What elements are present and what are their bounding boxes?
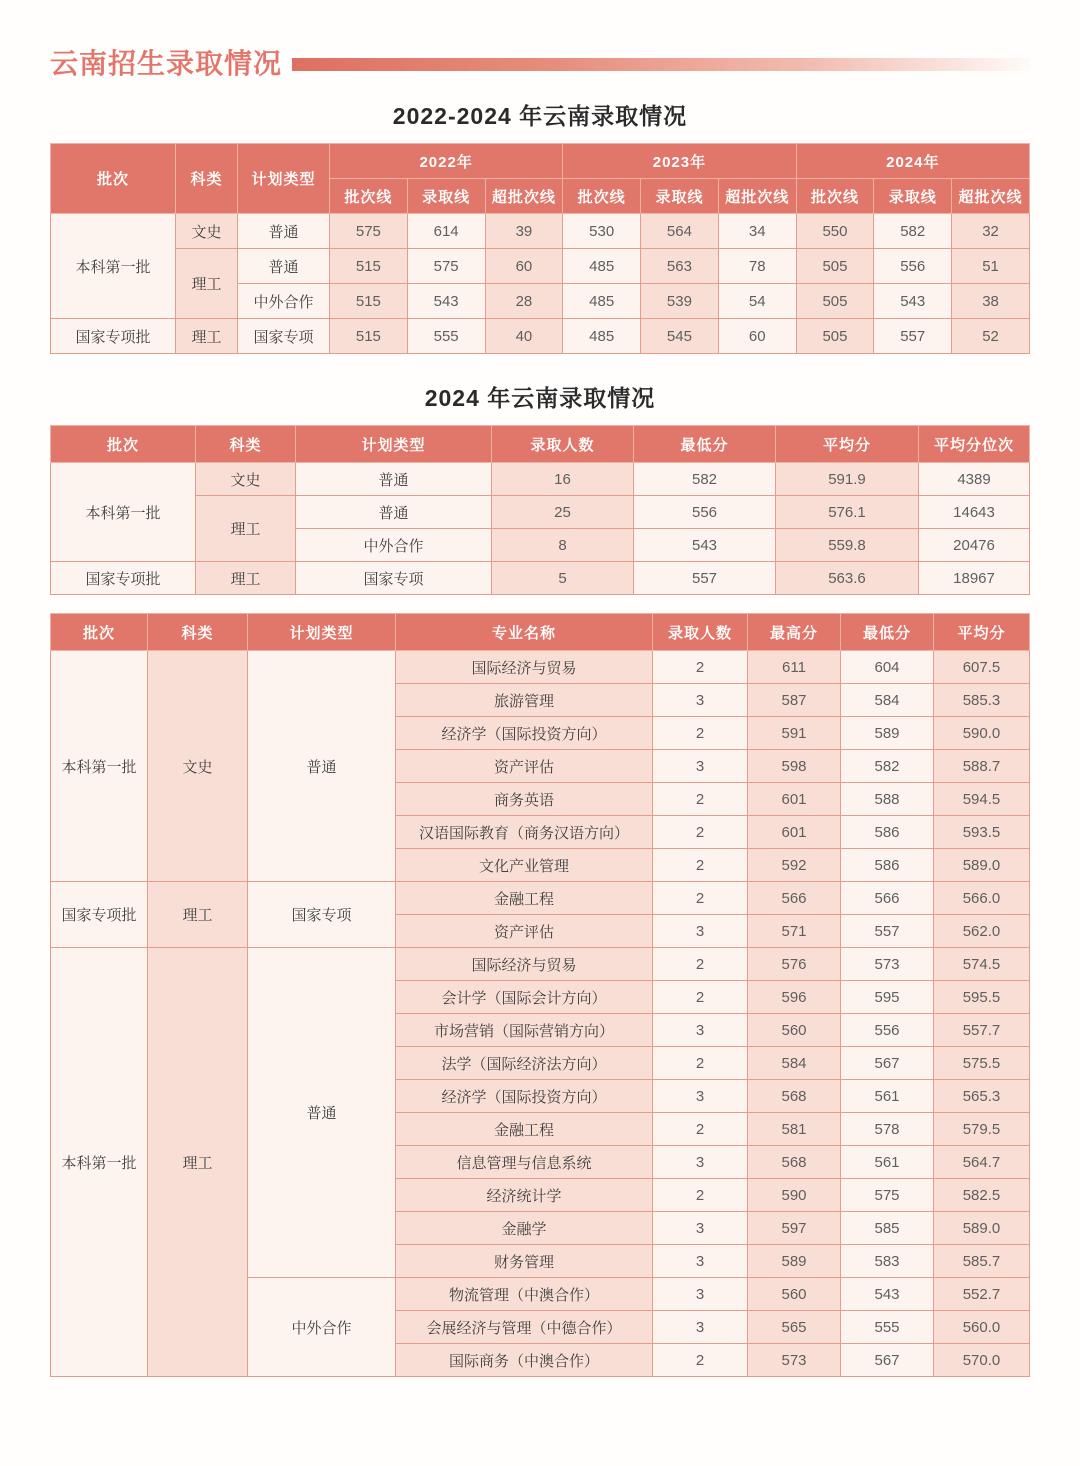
sub-column-header: 录取线: [874, 179, 952, 214]
row-label-cell: 文史: [148, 651, 248, 882]
value-cell: 40: [485, 319, 563, 354]
value-cell: 570.0: [934, 1344, 1030, 1377]
value-cell: 539: [641, 284, 719, 319]
value-cell: 568: [748, 1080, 841, 1113]
major-name-cell: 资产评估: [396, 750, 653, 783]
value-cell: 584: [748, 1047, 841, 1080]
major-name-cell: 金融工程: [396, 1113, 653, 1146]
value-cell: 557: [841, 915, 934, 948]
value-cell: 564.7: [934, 1146, 1030, 1179]
row-label-cell: 理工: [148, 948, 248, 1377]
value-cell: 8: [492, 529, 634, 562]
value-cell: 543: [634, 529, 776, 562]
row-label-cell: 理工: [196, 562, 296, 595]
value-cell: 591: [748, 717, 841, 750]
history-table-header: [51, 144, 1030, 214]
value-cell: 3: [653, 1212, 748, 1245]
year-group-header: 2022年: [330, 144, 563, 179]
sub-column-header: 批次线: [330, 179, 408, 214]
value-cell: 578: [841, 1113, 934, 1146]
major-name-cell: 经济统计学: [396, 1179, 653, 1212]
value-cell: 567: [841, 1047, 934, 1080]
value-cell: 3: [653, 1278, 748, 1311]
page-title: 云南招生录取情况: [50, 48, 283, 79]
value-cell: 2: [653, 1113, 748, 1146]
value-cell: 585.3: [934, 684, 1030, 717]
value-cell: 560: [748, 1278, 841, 1311]
sub-column-header: 批次线: [563, 179, 641, 214]
value-cell: 607.5: [934, 651, 1030, 684]
value-cell: 3: [653, 1311, 748, 1344]
value-cell: 552.7: [934, 1278, 1030, 1311]
history-scores-table: [50, 143, 1030, 354]
value-cell: 34: [718, 214, 796, 249]
value-cell: 573: [841, 948, 934, 981]
value-cell: 3: [653, 684, 748, 717]
value-cell: 586: [841, 849, 934, 882]
row-label-cell: 国家专项批: [51, 562, 196, 595]
value-cell: 555: [407, 319, 485, 354]
value-cell: 485: [563, 319, 641, 354]
value-cell: 25: [492, 496, 634, 529]
majors-detail-table: [50, 613, 1030, 1377]
value-cell: 60: [485, 249, 563, 284]
value-cell: 545: [641, 319, 719, 354]
value-cell: 505: [796, 249, 874, 284]
row-label-cell: 国家专项: [296, 562, 492, 595]
value-cell: 593.5: [934, 816, 1030, 849]
row-label-cell: 理工: [176, 319, 238, 354]
column-header: 计划类型: [296, 426, 492, 463]
value-cell: 597: [748, 1212, 841, 1245]
row-label-cell: 国家专项批: [51, 882, 148, 948]
row-label-cell: 本科第一批: [51, 214, 176, 319]
value-cell: 32: [952, 214, 1030, 249]
row-label-cell: 国家专项: [238, 319, 330, 354]
sub-column-header: 超批次线: [718, 179, 796, 214]
row-label-cell: 国家专项批: [51, 319, 176, 354]
major-name-cell: 经济学（国际投资方向）: [396, 1080, 653, 1113]
value-cell: 586: [841, 816, 934, 849]
value-cell: 565: [748, 1311, 841, 1344]
row-label-cell: 理工: [196, 496, 296, 562]
value-cell: 614: [407, 214, 485, 249]
value-cell: 2: [653, 1344, 748, 1377]
column-header: 批次: [51, 614, 148, 651]
row-label-cell: 本科第一批: [51, 463, 196, 562]
column-header: 最低分: [841, 614, 934, 651]
major-name-cell: 旅游管理: [396, 684, 653, 717]
column-header: 平均分: [934, 614, 1030, 651]
value-cell: 2: [653, 783, 748, 816]
sub-column-header: 批次线: [796, 179, 874, 214]
value-cell: 39: [485, 214, 563, 249]
value-cell: 555: [841, 1311, 934, 1344]
value-cell: 565.3: [934, 1080, 1030, 1113]
majors-table-body: [51, 651, 1030, 1377]
year-group-header: 2023年: [563, 144, 796, 179]
column-header: 科类: [148, 614, 248, 651]
value-cell: 3: [653, 1146, 748, 1179]
column-header: 批次: [51, 144, 176, 214]
value-cell: 575: [407, 249, 485, 284]
row-label-cell: 普通: [248, 948, 396, 1278]
value-cell: 582: [841, 750, 934, 783]
major-name-cell: 商务英语: [396, 783, 653, 816]
value-cell: 2: [653, 981, 748, 1014]
major-name-cell: 国际经济与贸易: [396, 651, 653, 684]
year2024-table-body: [51, 463, 1030, 595]
column-header: 科类: [196, 426, 296, 463]
row-label-cell: 国家专项: [248, 882, 396, 948]
value-cell: 485: [563, 249, 641, 284]
value-cell: 550: [796, 214, 874, 249]
value-cell: 583: [841, 1245, 934, 1278]
value-cell: 38: [952, 284, 1030, 319]
column-header: 专业名称: [396, 614, 653, 651]
value-cell: 589: [841, 717, 934, 750]
value-cell: 556: [634, 496, 776, 529]
value-cell: 582: [634, 463, 776, 496]
value-cell: 563: [641, 249, 719, 284]
value-cell: 596: [748, 981, 841, 1014]
value-cell: 601: [748, 816, 841, 849]
value-cell: 505: [796, 319, 874, 354]
value-cell: 604: [841, 651, 934, 684]
value-cell: 594.5: [934, 783, 1030, 816]
column-header: 批次: [51, 426, 196, 463]
year2024-summary-table: [50, 425, 1030, 595]
column-header: 最高分: [748, 614, 841, 651]
value-cell: 589.0: [934, 849, 1030, 882]
row-label-cell: 理工: [148, 882, 248, 948]
value-cell: 560.0: [934, 1311, 1030, 1344]
row-label-cell: 普通: [238, 249, 330, 284]
value-cell: 579.5: [934, 1113, 1030, 1146]
value-cell: 543: [407, 284, 485, 319]
value-cell: 592: [748, 849, 841, 882]
value-cell: 582: [874, 214, 952, 249]
value-cell: 559.8: [776, 529, 919, 562]
value-cell: 3: [653, 1245, 748, 1278]
major-name-cell: 信息管理与信息系统: [396, 1146, 653, 1179]
value-cell: 571: [748, 915, 841, 948]
year2024-table-header: [51, 426, 1030, 463]
year2024-table-title: 2024 年云南录取情况: [424, 385, 656, 411]
major-name-cell: 会计学（国际会计方向）: [396, 981, 653, 1014]
value-cell: 18967: [919, 562, 1030, 595]
value-cell: 591.9: [776, 463, 919, 496]
column-header: 最低分: [634, 426, 776, 463]
sub-column-header: 录取线: [641, 179, 719, 214]
value-cell: 562.0: [934, 915, 1030, 948]
value-cell: 581: [748, 1113, 841, 1146]
value-cell: 584: [841, 684, 934, 717]
value-cell: 557: [634, 562, 776, 595]
column-header: 科类: [176, 144, 238, 214]
value-cell: 2: [653, 717, 748, 750]
value-cell: 2: [653, 1179, 748, 1212]
value-cell: 3: [653, 915, 748, 948]
value-cell: 485: [563, 284, 641, 319]
major-name-cell: 经济学（国际投资方向）: [396, 717, 653, 750]
major-name-cell: 市场营销（国际营销方向）: [396, 1014, 653, 1047]
value-cell: 543: [841, 1278, 934, 1311]
row-label-cell: 中外合作: [248, 1278, 396, 1377]
value-cell: 557: [874, 319, 952, 354]
major-name-cell: 财务管理: [396, 1245, 653, 1278]
value-cell: 20476: [919, 529, 1030, 562]
value-cell: 576: [748, 948, 841, 981]
value-cell: 515: [330, 249, 408, 284]
value-cell: 585: [841, 1212, 934, 1245]
value-cell: 52: [952, 319, 1030, 354]
value-cell: 595: [841, 981, 934, 1014]
value-cell: 601: [748, 783, 841, 816]
value-cell: 78: [718, 249, 796, 284]
value-cell: 556: [841, 1014, 934, 1047]
value-cell: 515: [330, 319, 408, 354]
major-name-cell: 文化产业管理: [396, 849, 653, 882]
row-label-cell: 本科第一批: [51, 948, 148, 1377]
value-cell: 587: [748, 684, 841, 717]
value-cell: 2: [653, 882, 748, 915]
value-cell: 2: [653, 816, 748, 849]
row-label-cell: 理工: [176, 249, 238, 319]
sub-column-header: 录取线: [407, 179, 485, 214]
value-cell: 3: [653, 750, 748, 783]
value-cell: 2: [653, 1047, 748, 1080]
value-cell: 28: [485, 284, 563, 319]
value-cell: 589: [748, 1245, 841, 1278]
value-cell: 563.6: [776, 562, 919, 595]
value-cell: 556: [874, 249, 952, 284]
column-header: 录取人数: [492, 426, 634, 463]
value-cell: 530: [563, 214, 641, 249]
value-cell: 2: [653, 948, 748, 981]
value-cell: 588: [841, 783, 934, 816]
year-group-header: 2024年: [796, 144, 1029, 179]
major-name-cell: 会展经济与管理（中德合作）: [396, 1311, 653, 1344]
value-cell: 566.0: [934, 882, 1030, 915]
value-cell: 515: [330, 284, 408, 319]
row-label-cell: 文史: [176, 214, 238, 249]
value-cell: 505: [796, 284, 874, 319]
major-name-cell: 金融工程: [396, 882, 653, 915]
value-cell: 4389: [919, 463, 1030, 496]
sub-column-header: 超批次线: [952, 179, 1030, 214]
value-cell: 590.0: [934, 717, 1030, 750]
row-label-cell: 本科第一批: [51, 651, 148, 882]
value-cell: 16: [492, 463, 634, 496]
value-cell: 560: [748, 1014, 841, 1047]
history-table-body: [51, 214, 1030, 354]
row-label-cell: 普通: [248, 651, 396, 882]
value-cell: 564: [641, 214, 719, 249]
value-cell: 561: [841, 1146, 934, 1179]
value-cell: 60: [718, 319, 796, 354]
value-cell: 3: [653, 1014, 748, 1047]
row-label-cell: 普通: [296, 463, 492, 496]
sub-column-header: 超批次线: [485, 179, 563, 214]
row-label-cell: 普通: [296, 496, 492, 529]
value-cell: 595.5: [934, 981, 1030, 1014]
column-header: 计划类型: [238, 144, 330, 214]
value-cell: 5: [492, 562, 634, 595]
value-cell: 589.0: [934, 1212, 1030, 1245]
row-label-cell: 中外合作: [296, 529, 492, 562]
value-cell: 575.5: [934, 1047, 1030, 1080]
value-cell: 576.1: [776, 496, 919, 529]
major-name-cell: 金融学: [396, 1212, 653, 1245]
value-cell: 51: [952, 249, 1030, 284]
value-cell: 611: [748, 651, 841, 684]
value-cell: 566: [841, 882, 934, 915]
value-cell: 54: [718, 284, 796, 319]
major-name-cell: 国际商务（中澳合作）: [396, 1344, 653, 1377]
value-cell: 3: [653, 1080, 748, 1113]
row-label-cell: 普通: [238, 214, 330, 249]
value-cell: 543: [874, 284, 952, 319]
major-name-cell: 物流管理（中澳合作）: [396, 1278, 653, 1311]
value-cell: 557.7: [934, 1014, 1030, 1047]
row-label-cell: 文史: [196, 463, 296, 496]
history-table-title: 2022-2024 年云南录取情况: [392, 103, 688, 129]
value-cell: 590: [748, 1179, 841, 1212]
value-cell: 566: [748, 882, 841, 915]
value-cell: 2: [653, 651, 748, 684]
value-cell: 575: [841, 1179, 934, 1212]
column-header: 计划类型: [248, 614, 396, 651]
value-cell: 598: [748, 750, 841, 783]
column-header: 录取人数: [653, 614, 748, 651]
value-cell: 568: [748, 1146, 841, 1179]
page-header: [50, 42, 1030, 82]
value-cell: 582.5: [934, 1179, 1030, 1212]
row-label-cell: 中外合作: [238, 284, 330, 319]
major-name-cell: 法学（国际经济法方向）: [396, 1047, 653, 1080]
value-cell: 575: [330, 214, 408, 249]
value-cell: 561: [841, 1080, 934, 1113]
major-name-cell: 国际经济与贸易: [396, 948, 653, 981]
value-cell: 574.5: [934, 948, 1030, 981]
value-cell: 567: [841, 1344, 934, 1377]
value-cell: 14643: [919, 496, 1030, 529]
column-header: 平均分位次: [919, 426, 1030, 463]
value-cell: 588.7: [934, 750, 1030, 783]
majors-table-header: [51, 614, 1030, 651]
title-decoration-bar: [292, 58, 1030, 71]
major-name-cell: 资产评估: [396, 915, 653, 948]
value-cell: 573: [748, 1344, 841, 1377]
major-name-cell: 汉语国际教育（商务汉语方向）: [396, 816, 653, 849]
value-cell: 2: [653, 849, 748, 882]
value-cell: 585.7: [934, 1245, 1030, 1278]
column-header: 平均分: [776, 426, 919, 463]
